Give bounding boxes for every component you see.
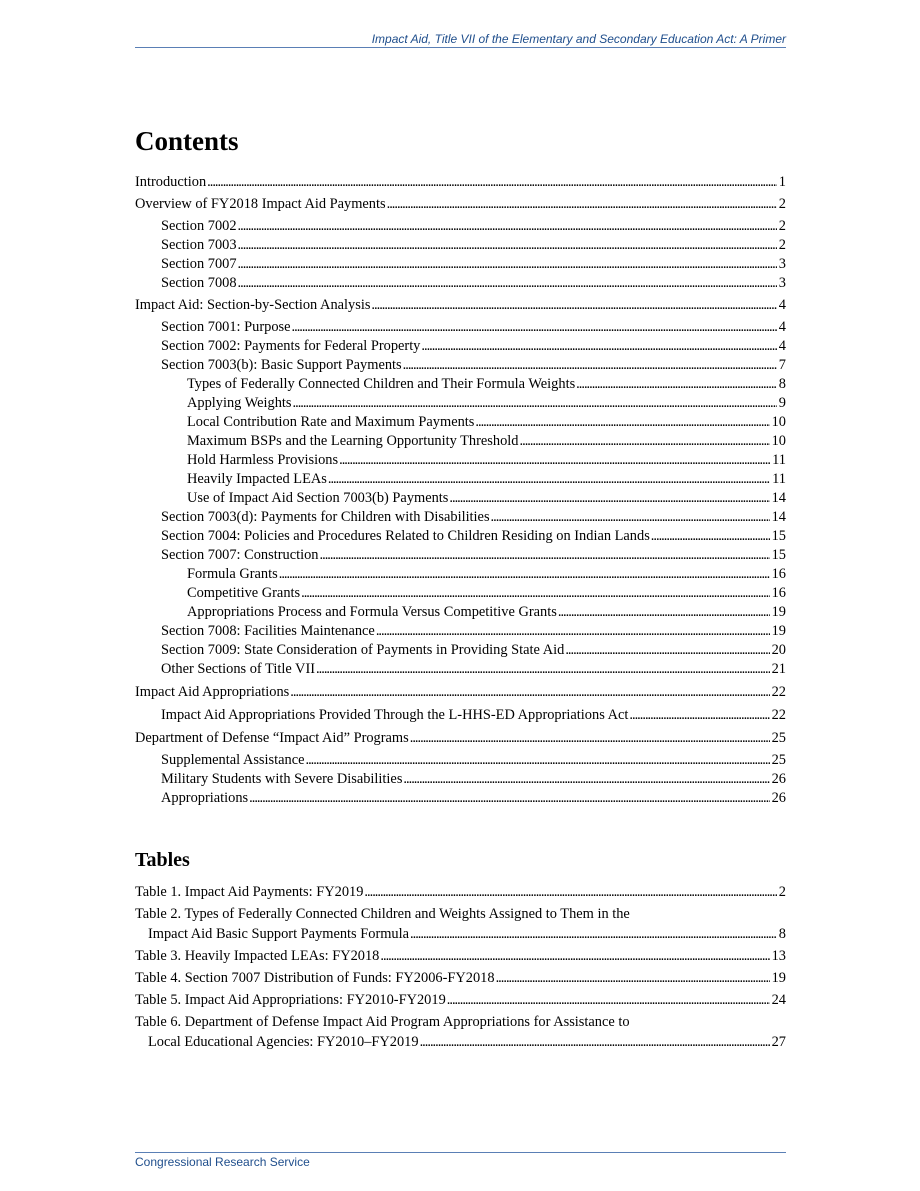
toc-entry[interactable]: Section 7003(d): Payments for Children with Disabilities . . . 14 xyxy=(135,509,786,529)
table-entry-continuation[interactable]: Local Educational Agencies: FY2010–FY2019 . . . 27 xyxy=(135,1034,786,1054)
table-entry[interactable]: Table 6. Department of Defense Impact Aid Program Appropriations for Assistance to xyxy=(135,1014,630,1030)
toc-entry[interactable]: Competitive Grants . . . 16 xyxy=(135,585,786,605)
toc-entry[interactable]: Section 7002: Payments for Federal Property . . . 4 xyxy=(135,338,786,358)
table-entry[interactable]: Table 3. Heavily Impacted LEAs: FY2018 . . . 13 xyxy=(135,948,786,968)
header-rule xyxy=(135,47,786,48)
table-entry[interactable]: Table 5. Impact Aid Appropriations: FY2010-FY2019 . . . 24 xyxy=(135,992,786,1012)
toc-entry[interactable]: Section 7009: State Consideration of Payments in Providing State Aid . . . 20 xyxy=(135,642,786,662)
footer-rule xyxy=(135,1152,786,1153)
toc-entry[interactable]: Section 7008 . . . 3 xyxy=(135,275,786,295)
toc-entry[interactable]: Introduction . . . 1 xyxy=(135,174,786,194)
toc-entry[interactable]: Maximum BSPs and the Learning Opportunity Threshold . . . 10 xyxy=(135,433,786,453)
toc-entry[interactable]: Heavily Impacted LEAs . . . 11 xyxy=(135,471,786,491)
toc-entry[interactable]: Applying Weights . . . 9 xyxy=(135,395,786,415)
toc-entry[interactable]: Section 7008: Facilities Maintenance . . . 19 xyxy=(135,623,786,643)
toc-entry[interactable]: Department of Defense “Impact Aid” Programs . . . 25 xyxy=(135,730,786,750)
toc-entry[interactable]: Other Sections of Title VII . . . 21 xyxy=(135,661,786,681)
toc-entry[interactable]: Section 7007 . . . 3 xyxy=(135,256,786,276)
contents-heading: Contents xyxy=(135,126,239,156)
toc-entry[interactable]: Military Students with Severe Disabilities . . . 26 xyxy=(135,771,786,791)
toc-entry[interactable]: Formula Grants . . . 16 xyxy=(135,566,786,586)
toc-entry[interactable]: Section 7001: Purpose . . . 4 xyxy=(135,319,786,339)
toc-entry[interactable]: Types of Federally Connected Children and Their Formula Weights . . . 8 xyxy=(135,376,786,396)
toc-entry[interactable]: Section 7003(b): Basic Support Payments . . . 7 xyxy=(135,357,786,377)
table-entry[interactable]: Table 1. Impact Aid Payments: FY2019 . . . 2 xyxy=(135,884,786,904)
toc-entry[interactable]: Appropriations Process and Formula Versus Competitive Grants . . . 19 xyxy=(135,604,786,624)
running-header: Impact Aid, Title VII of the Elementary and Secondary Education Act: A Primer xyxy=(371,32,786,46)
footer-label: Congressional Research Service xyxy=(135,1155,310,1169)
table-entry[interactable]: Table 4. Section 7007 Distribution of Funds: FY2006-FY2018 . . . 19 xyxy=(135,970,786,990)
table-entry[interactable]: Table 2. Types of Federally Connected Children and Weights Assigned to Them in the xyxy=(135,906,630,922)
tables-heading: Tables xyxy=(135,849,190,871)
toc-entry[interactable]: Hold Harmless Provisions . . . 11 xyxy=(135,452,786,472)
toc-entry[interactable]: Local Contribution Rate and Maximum Payments . . . 10 xyxy=(135,414,786,434)
toc-entry[interactable]: Appropriations . . . 26 xyxy=(135,790,786,810)
toc-entry[interactable]: Section 7003 . . . 2 xyxy=(135,237,786,257)
toc-entry[interactable]: Impact Aid Appropriations . . . 22 xyxy=(135,684,786,704)
toc-entry[interactable]: Section 7002 . . . 2 xyxy=(135,218,786,238)
toc-entry[interactable]: Supplemental Assistance . . . 25 xyxy=(135,752,786,772)
toc-entry[interactable]: Section 7007: Construction . . . 15 xyxy=(135,547,786,567)
toc-entry[interactable]: Impact Aid: Section-by-Section Analysis . . . 4 xyxy=(135,297,786,317)
table-entry-continuation[interactable]: Impact Aid Basic Support Payments Formula . . . 8 xyxy=(135,926,786,946)
toc-entry[interactable]: Use of Impact Aid Section 7003(b) Payments . . . 14 xyxy=(135,490,786,510)
toc-entry[interactable]: Overview of FY2018 Impact Aid Payments . . . 2 xyxy=(135,196,786,216)
toc-entry[interactable]: Section 7004: Policies and Procedures Related to Children Residing on Indian Lands . . . 15 xyxy=(135,528,786,548)
toc-entry[interactable]: Impact Aid Appropriations Provided Through the L-HHS-ED Appropriations Act . . . 22 xyxy=(135,707,786,727)
